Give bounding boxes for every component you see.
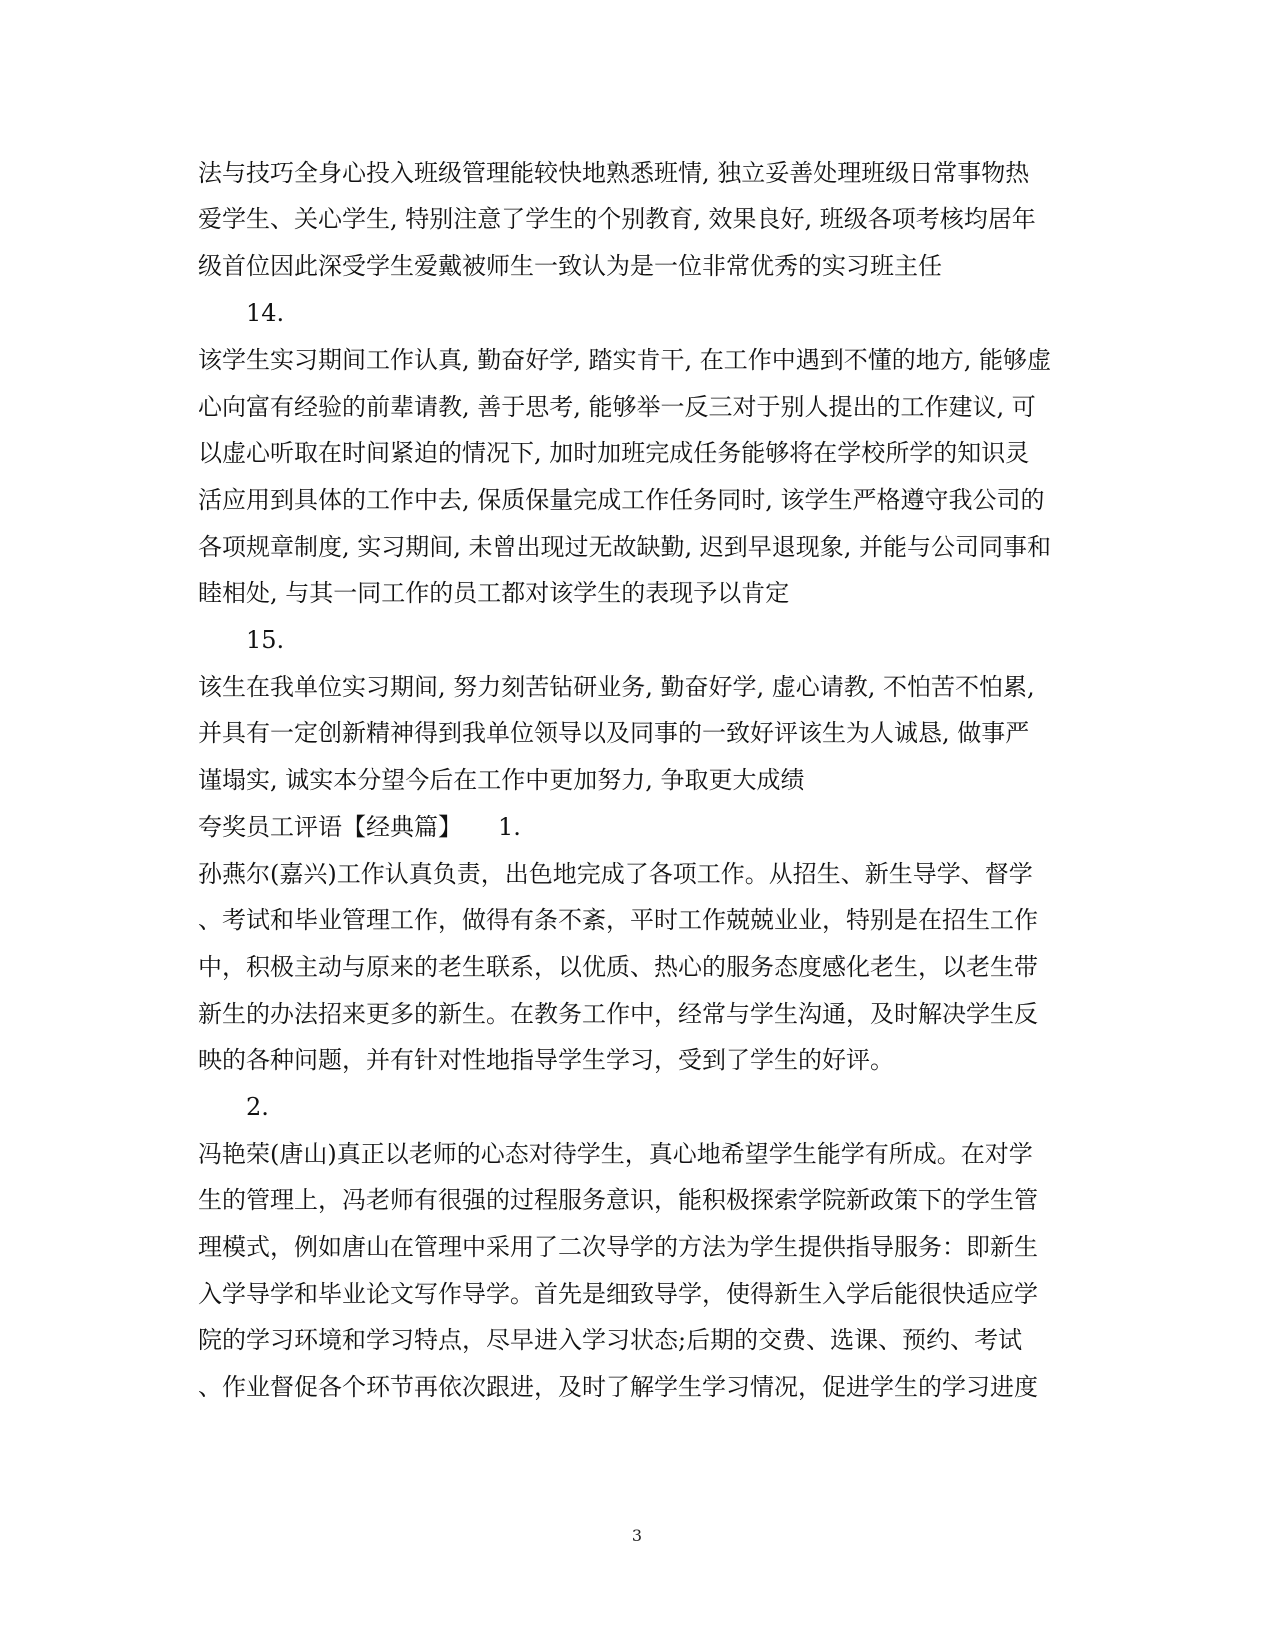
text-line: 谨塌实, 诚实本分望今后在工作中更加努力, 争取更大成绩 — [198, 766, 805, 794]
text-line: 该学生实习期间工作认真, 勤奋好学, 踏实肯干, 在工作中遇到不懂的地方, 能够虚 — [198, 346, 1052, 374]
text-line: 睦相处, 与其一同工作的员工都对该学生的表现予以肯定 — [198, 579, 790, 607]
text-line: 活应用到具体的工作中去, 保质保量完成工作任务同时, 该学生严格遵守我公司的 — [198, 486, 1045, 514]
text-line: 中，积极主动与原来的老生联系，以优质、热心的服务态度感化老生，以老生带 — [198, 953, 1038, 981]
page-number: 3 — [631, 1526, 643, 1545]
item-number: 2. — [246, 1093, 269, 1121]
item-number: 15. — [246, 626, 285, 654]
text-line: 法与技巧全身心投入班级管理能较快地熟悉班情, 独立妥善处理班级日常事物热 — [198, 159, 1030, 187]
text-line: 并具有一定创新精神得到我单位领导以及同事的一致好评该生为人诚恳, 做事严 — [198, 719, 1030, 747]
text-line: 孙燕尔(嘉兴)工作认真负责，出色地完成了各项工作。从招生、新生导学、督学 — [198, 860, 1033, 888]
text-line: 、考试和毕业管理工作，做得有条不紊，平时工作兢兢业业，特别是在招生工作 — [198, 906, 1038, 934]
text-line: 心向富有经验的前辈请教, 善于思考, 能够举一反三对于别人提出的工作建议, 可 — [198, 393, 1036, 421]
text-line: 爱学生、关心学生, 特别注意了学生的个别教育, 效果良好, 班级各项考核均居年 — [198, 205, 1036, 233]
item-number: 14. — [246, 299, 285, 327]
section-heading: 夸奖员工评语【经典篇】 1. — [198, 813, 521, 841]
text-line: 院的学习环境和学习特点，尽早进入学习状态;后期的交费、选课、预约、考试 — [198, 1326, 1023, 1354]
text-line: 该生在我单位实习期间, 努力刻苦钻研业务, 勤奋好学, 虚心请教, 不怕苦不怕累, — [198, 673, 1035, 701]
text-line: 理模式，例如唐山在管理中采用了二次导学的方法为学生提供指导服务：即新生 — [198, 1233, 1038, 1261]
text-line: 生的管理上，冯老师有很强的过程服务意识，能积极探索学院新政策下的学生管 — [198, 1186, 1038, 1214]
text-line: 级首位因此深受学生爱戴被师生一致认为是一位非常优秀的实习班主任 — [198, 252, 942, 280]
text-line: 、作业督促各个环节再依次跟进，及时了解学生学习情况，促进学生的学习进度 — [198, 1373, 1038, 1401]
text-line: 入学导学和毕业论文写作导学。首先是细致导学，使得新生入学后能很快适应学 — [198, 1280, 1038, 1308]
text-line: 映的各种问题，并有针对性地指导学生学习，受到了学生的好评。 — [198, 1046, 894, 1074]
text-line: 各项规章制度, 实习期间, 未曾出现过无故缺勤, 迟到早退现象, 并能与公司同事和 — [198, 533, 1052, 561]
text-line: 以虚心听取在时间紧迫的情况下, 加时加班完成任务能够将在学校所学的知识灵 — [198, 439, 1030, 467]
text-line: 冯艳荣(唐山)真正以老师的心态对待学生，真心地希望学生能学有所成。在对学 — [198, 1140, 1033, 1168]
text-line: 新生的办法招来更多的新生。在教务工作中，经常与学生沟通，及时解决学生反 — [198, 1000, 1038, 1028]
